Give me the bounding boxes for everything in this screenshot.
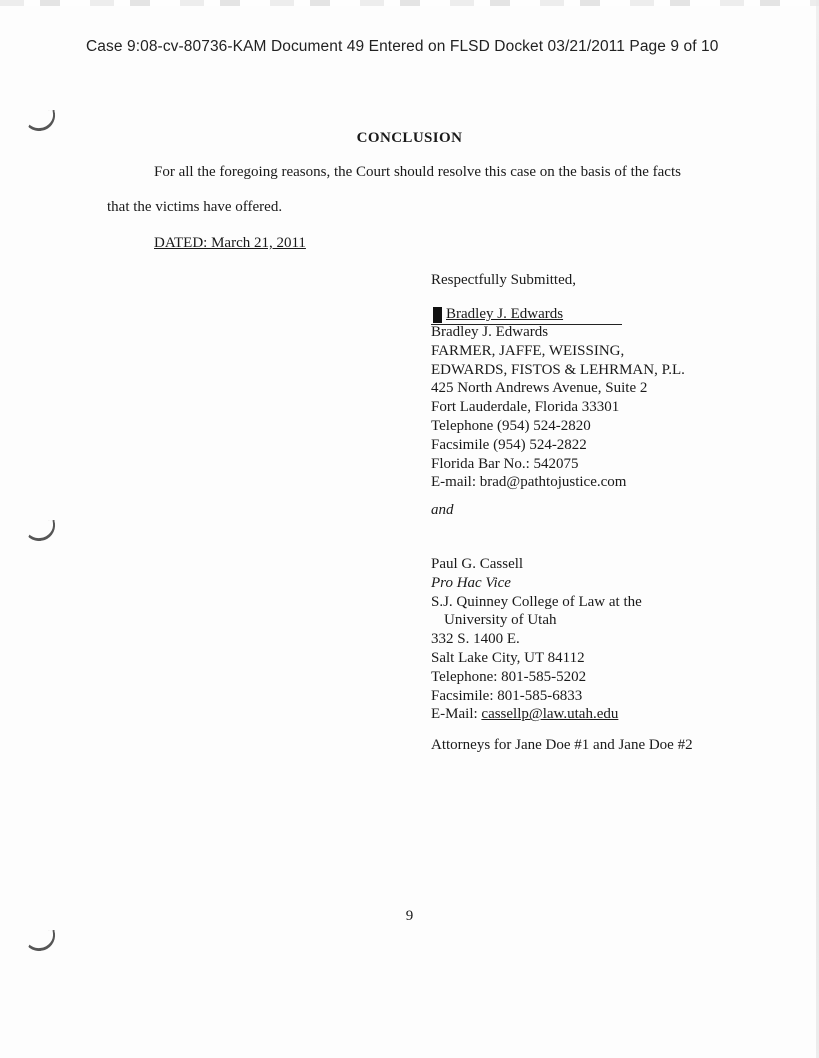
section-title: CONCLUSION (356, 130, 463, 146)
electronic-signature: Bradley J. Edwards (446, 306, 564, 322)
pro-hac-vice-line: Pro Hac Vice (431, 574, 511, 591)
attorney-2-address-2: Salt Lake City, UT 84112 (431, 649, 585, 666)
facsimile-line: Facsimile (954) 524-2822 (431, 436, 587, 453)
address-line-2: Fort Lauderdale, Florida 33301 (431, 399, 620, 416)
attorney-block-1 (431, 323, 685, 492)
attorney-2-email-line (431, 705, 642, 724)
closing-text: Respectfully Submitted, (431, 272, 576, 288)
attorneys-for-line: Attorneys for Jane Doe #1 and Jane Doe #2 (431, 737, 693, 753)
bar-number-line: Florida Bar No.: 542075 (431, 455, 579, 472)
email-label: E-Mail: (431, 706, 482, 723)
attorney-2-address-1: 332 S. 1400 E. (431, 631, 520, 648)
punch-hole-icon (23, 520, 57, 543)
punch-hole-icon (23, 930, 57, 953)
address-line-1: 425 North Andrews Avenue, Suite 2 (431, 380, 648, 397)
docket-header: Case 9:08-cv-80736-KAM Document 49 Entered on FLSD Docket 03/21/2011 Page 9 of 10 (86, 38, 719, 55)
firm-name-line-1: FARMER, JAFFE, WEISSING, (431, 342, 625, 359)
telephone-line: Telephone (954) 524-2820 (431, 417, 591, 434)
attorney-2-name: Paul G. Cassell (431, 556, 524, 572)
firm-name-line-2: EDWARDS, FISTOS & LEHRMAN, P.L. (431, 361, 685, 378)
body-text-line-1: For all the foregoing reasons, the Court should resolve this case on the basis of the facts (154, 164, 681, 180)
body-text-line-2: that the victims have offered. (107, 199, 283, 215)
dated-line: DATED: March 21, 2011 (154, 235, 306, 251)
attorney-2-facsimile: Facsimile: 801-585-6833 (431, 687, 583, 704)
email-link[interactable]: cassellp@law.utah.edu (481, 706, 619, 723)
scan-artifact (0, 0, 819, 6)
attorney-2-telephone: Telephone: 801-585-5202 (431, 668, 587, 685)
conjunction-text: and (431, 502, 454, 518)
email-line: E-mail: brad@pathtojustice.com (431, 474, 627, 491)
institution-line-1: S.J. Quinney College of Law at the (431, 593, 642, 610)
attorney-block-2 (431, 555, 642, 724)
page-number: 9 (405, 908, 414, 924)
signature-mark (433, 307, 442, 323)
institution-line-2: University of Utah (444, 612, 557, 629)
attorney-name: Bradley J. Edwards (431, 324, 549, 340)
